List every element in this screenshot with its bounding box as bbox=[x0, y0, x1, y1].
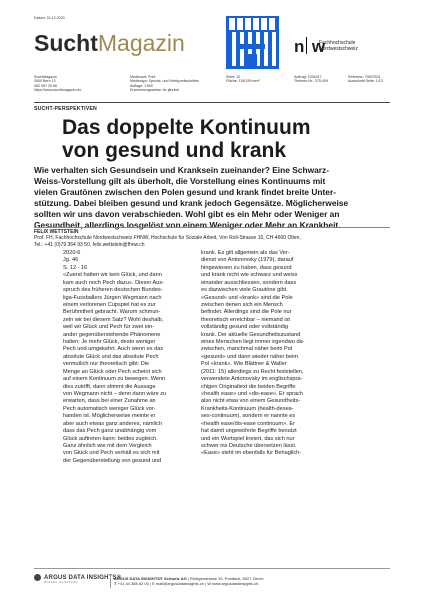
argus-logo-icon bbox=[34, 574, 41, 581]
lead-line: Gesundheit, allerdings losgelöst von einem Weniger oder Mehr an Krankheit. bbox=[34, 219, 341, 230]
lead-line: Wie verhalten sich Gesundsein und Kranksein zueinander? Eine Schwarz- bbox=[34, 165, 329, 175]
body-text-line: von Wegmann nicht – denn dann wäre zu bbox=[63, 391, 167, 398]
body-text-line: krank. Es gilt allgemein als das Ver- bbox=[201, 250, 290, 256]
cover-graphic-icon bbox=[226, 16, 279, 69]
body-text-line: ander gegenüberstehende Phänomene bbox=[63, 331, 161, 338]
meta-page bbox=[226, 75, 260, 84]
article-headline bbox=[62, 116, 311, 162]
meta-reference-number: Referenz: 79507521 bbox=[348, 75, 381, 79]
meta-media-category: Medientyp: Spezial- und Hobbyzeitschriften bbox=[130, 79, 200, 84]
argus-tagline: WISSEN SCHAFFEN bbox=[44, 581, 78, 584]
lead-line: sollten wir uns davon verabschieden. Wohl gibt es ein Mehr oder Weniger an bbox=[34, 208, 340, 219]
meta-publisher-phone: 062 957 20 66 bbox=[34, 83, 57, 88]
fhnw-mark-n: n bbox=[294, 37, 304, 56]
body-text-line: theoretisch erreichbar – niemand ist bbox=[201, 316, 290, 323]
body-text-line: liga-Fussballers Jürgen Wegmann nach bbox=[63, 294, 162, 301]
body-text-line: und ein Wortspiel kreiert, das sich nur bbox=[201, 435, 295, 442]
body-text-line: Menge an Glück oder Pech scheint sich bbox=[63, 368, 162, 375]
fhnw-logo-separator bbox=[306, 37, 307, 54]
body-text-line: chigen Originaltext die beiden Begriffe bbox=[201, 383, 296, 390]
body-text-line: zwischen denen sich ein Mensch bbox=[201, 301, 283, 308]
body-text-line: «health ease/dis-ease continuum». Er bbox=[201, 420, 295, 427]
body-text-line: schwer ins Deutsche übersetzen lässt. bbox=[201, 442, 297, 449]
fhnw-wordmark bbox=[319, 40, 358, 52]
argus-brand: ARGUS DATA INSIGHTS® bbox=[44, 575, 122, 581]
body-text-line: Krankheits-Kontinuum (health-desea- bbox=[201, 405, 294, 412]
lead-line: stützung. Dabei bleiben gesund und krank jedoch Gegensätze. Möglicherweise bbox=[34, 197, 349, 208]
author-name: FELIX WETTSTEIN bbox=[34, 229, 79, 235]
meta-order bbox=[294, 75, 328, 84]
meta-frequency: Erscheinungsweise: 6x jährlich bbox=[130, 88, 180, 93]
footer-company: ARGUS DATA INSIGHTS® Schweiz AG bbox=[114, 576, 187, 581]
headline-line-1: Das doppelte Kontinuum bbox=[62, 116, 311, 139]
footer-divider bbox=[34, 568, 390, 569]
body-text-line: auf einem Kontinuum zu bewegen. Wenn bbox=[63, 376, 166, 383]
header-divider bbox=[34, 102, 390, 103]
body-text-line: eines Menschen liegt immer irgendwo da- bbox=[201, 339, 305, 346]
body-text-line: ses-continuum), sondern er nannte es bbox=[201, 413, 296, 420]
fhnw-line-1: Fachhochschule bbox=[319, 40, 356, 46]
body-text-line: Berühmtheit gebracht. Warum schmun- bbox=[63, 309, 161, 316]
lead-line: vielen Grautönen zwischen den Polen gesund und krank findet breite Unter- bbox=[34, 186, 337, 197]
author-divider bbox=[34, 227, 390, 228]
meta-media-type: Medienart: Print bbox=[130, 75, 156, 79]
author-affiliation: Prof. FH, Fachhochschule Nordwestschweiz FHNW, Hochschule für Soziale Arbeit, Von Roll-Strasse 10, CH-4600 Olten, bbox=[34, 235, 301, 242]
document-date: Datum: 24.12.2020 bbox=[34, 16, 65, 20]
body-text-line: weil wir Glück und Pech für zwei ein- bbox=[63, 324, 155, 331]
body-text-line: vermutlich nur theoretisch gibt: Die bbox=[63, 361, 150, 368]
footer-contact bbox=[114, 576, 264, 586]
author-contact: Tel.: +41 (0)79 364 93 50, felix.wettstein@fhnw.ch bbox=[34, 241, 145, 248]
body-text-line: Glück auftreten kann: beides zugleich. bbox=[63, 435, 158, 442]
meta-publisher-url: https://www.suchtmagazin.ch/ bbox=[34, 88, 82, 93]
meta-area: Fläche: 106'159 mm² bbox=[226, 79, 260, 84]
footer-address: | Rüdigerstrasse 15, Postfach, 8027 Zürich bbox=[186, 576, 264, 581]
body-text-line: Pech und umgekehrt. Auch wenn es das bbox=[63, 346, 164, 353]
cover-image bbox=[226, 16, 279, 69]
body-text-line: Ganz ähnlich wie mit dem Vergleich bbox=[63, 442, 152, 449]
body-text-line: vollständig gesund oder vollständig bbox=[201, 324, 289, 331]
body-text-line: einander ausschliessen, sondern dass bbox=[201, 279, 297, 286]
body-text-line: Jg. 46 bbox=[63, 257, 79, 264]
body-text-line: Pech automatisch weniger Glück vor- bbox=[63, 405, 156, 412]
footer-phone-label: T bbox=[114, 581, 117, 587]
meta-topic-number: Themen-Nr.: 375.009 bbox=[294, 79, 328, 84]
logo-word-sucht: Sucht bbox=[34, 30, 98, 56]
meta-order-number: Auftrag: 1034417 bbox=[294, 75, 322, 79]
body-text-line: hingewiesen zu haben, dass gesund bbox=[201, 264, 292, 271]
fhnw-line-2: Nordwestschweiz bbox=[319, 46, 358, 53]
body-text-line: der Gegenüberstellung von gesund und bbox=[63, 457, 162, 464]
footer-phone-line bbox=[114, 581, 264, 586]
body-text-line: aber auch etwas ganz anderes, nämlich bbox=[63, 420, 162, 427]
body-text-line: «gesund» und dann wieder näher beim bbox=[201, 353, 299, 360]
meta-publisher-address: 3000 Bern 13 bbox=[34, 79, 56, 84]
body-text-line: absolute Glück und das absolute Pech bbox=[63, 353, 159, 360]
meta-page-number: Seite: 12 bbox=[226, 75, 241, 79]
body-text-line: «Gesund» und «krank» sind die Pole bbox=[201, 294, 293, 301]
body-text-line: (2011: 15) allerdings zu Recht feststellen, bbox=[201, 368, 304, 375]
body-text-line: zeln wir bei diesem Satz? Wohl deshalb, bbox=[63, 316, 164, 323]
article-lead bbox=[34, 165, 394, 230]
footer-separator bbox=[110, 574, 111, 588]
body-text-line: Pol «krank». Wie Blättner & Waller bbox=[201, 361, 287, 368]
body-text-line: handen ist. Möglicherweise meinte er bbox=[63, 413, 156, 420]
body-text-line: von Glück und Pech verhält es sich mit bbox=[63, 450, 160, 457]
body-text-line: es dazwischen viele Grautöne gibt. bbox=[201, 287, 288, 294]
body-text-line: und krank nicht wie schwarz und weiss bbox=[201, 272, 298, 279]
meta-clip-page: Ausschnitt Seite: 1/13 bbox=[348, 79, 383, 84]
body-text-line: halten: Je mehr Glück, desto weniger bbox=[63, 339, 156, 346]
logo-word-magazin: Magazin bbox=[97, 30, 185, 56]
body-text-line: kam auch noch Pech dazu». Dieser Aus- bbox=[63, 279, 165, 286]
body-text-line: dienst von Antonovsky (1979), darauf bbox=[201, 257, 294, 264]
body-text-line: «health ease» und «dis-ease». Er sprach bbox=[201, 391, 303, 398]
body-text-line: also nicht etwa von einem Gesundheits- bbox=[201, 398, 301, 405]
body-text-line: erwarten, dass bei einer Zunahme an bbox=[63, 398, 156, 405]
body-text-line: befindet. Allerdings sind die Pole nur bbox=[201, 309, 292, 316]
body-text-line: einem verlorenen Cupspiel hat es zur bbox=[63, 301, 156, 308]
body-text-line: verwendete Antonovsky im englischspra- bbox=[201, 376, 303, 383]
body-text-line: «Ease» steht im ebenfalls für Behaglich- bbox=[201, 450, 302, 457]
footer-phone-contact: +41 44 388 82 00 | E mail@argusdatainsights.ch | W www.argusdatainsights.ch bbox=[116, 581, 259, 587]
lead-line: Weiss-Vorstellung gilt als überholt, die Vorstellung eines Kontinuums mit bbox=[34, 175, 326, 186]
fhnw-mark-w: w bbox=[311, 37, 325, 56]
body-text-line: zwischen, manchmal näher beim Pol bbox=[201, 346, 293, 353]
author-block bbox=[34, 229, 301, 248]
body-text-line: hat damit ungewohnte Begriffe benutzt bbox=[201, 428, 297, 435]
body-text-line: S. 12 - 16 bbox=[63, 264, 88, 271]
body-text-line: spruch des früheren deutschen Bundes- bbox=[63, 287, 163, 294]
meta-circulation: Auflage: 1'600 bbox=[130, 83, 153, 88]
meta-reference bbox=[348, 75, 383, 84]
article-column-2 bbox=[201, 250, 305, 458]
body-text-line: dies zutrifft, dann stimmt die Aussage bbox=[63, 383, 156, 390]
meta-publisher bbox=[34, 75, 81, 93]
body-text-line: dass das Pech ganz unabhängig vom bbox=[63, 428, 157, 435]
body-text-line: krank. Der aktuelle Gesundheitszustand bbox=[201, 331, 301, 338]
article-column-1 bbox=[63, 250, 166, 465]
suchtmagazin-logo bbox=[34, 30, 185, 56]
headline-line-2: von gesund und krank bbox=[62, 139, 287, 162]
body-text-line: «Zuerst hatten wir kein Glück, und dann bbox=[63, 272, 162, 279]
body-text-line: 2020-6 bbox=[63, 250, 81, 256]
section-kicker: SUCHT-PERSPEKTIVEN bbox=[34, 106, 97, 112]
meta-publisher-name: SuchtMagazin bbox=[34, 75, 57, 79]
meta-media bbox=[130, 75, 199, 93]
